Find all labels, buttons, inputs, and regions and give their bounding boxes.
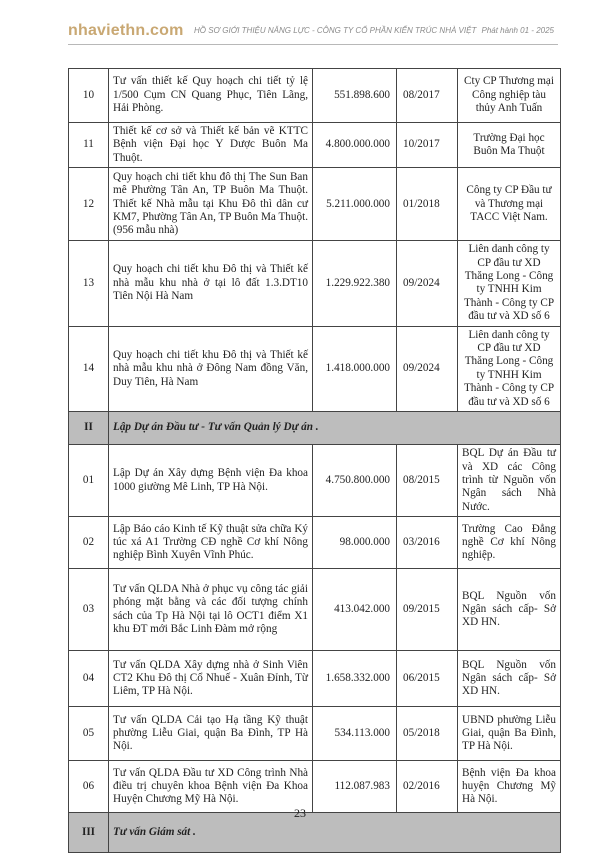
table-row bbox=[69, 651, 561, 707]
row-date: 09/2015 bbox=[397, 569, 458, 651]
row-value: 98.000.000 bbox=[313, 517, 397, 569]
row-project: Quy hoạch chi tiết khu Đô thị và Thiết kế nhà mẫu khu nhà ở Đông Nam đồng Văn, Duy Tiên, Hà Nam bbox=[109, 326, 313, 411]
row-client: Cty CP Thương mại Công nghiệp tàu thủy Anh Tuấn bbox=[458, 69, 561, 123]
row-stt: 04 bbox=[69, 651, 109, 707]
row-date: 03/2016 bbox=[397, 517, 458, 569]
row-value: 5.211.000.000 bbox=[313, 168, 397, 241]
row-client: Liên danh công ty CP đầu tư XD Thăng Long - Công ty TNHH Kim Thành - Công ty CP đầu tư và XD số 6 bbox=[458, 326, 561, 411]
table-row bbox=[69, 445, 561, 517]
row-stt: 10 bbox=[69, 69, 109, 123]
row-client: BQL Nguồn vốn Ngân sách cấp- Sở XD HN. bbox=[458, 651, 561, 707]
header-issue: Phát hành 01 - 2025 bbox=[481, 26, 554, 35]
table-row bbox=[69, 241, 561, 326]
row-date: 02/2016 bbox=[397, 761, 458, 813]
table-row bbox=[69, 761, 561, 813]
row-date: 05/2018 bbox=[397, 707, 458, 761]
row-stt: 03 bbox=[69, 569, 109, 651]
table-row bbox=[69, 326, 561, 411]
row-value: 1.229.922.380 bbox=[313, 241, 397, 326]
row-stt: 01 bbox=[69, 445, 109, 517]
row-stt: 06 bbox=[69, 761, 109, 813]
header-title: HỒ SƠ GIỚI THIỆU NĂNG LỰC - CÔNG TY CỔ PHẦN KIẾN TRÚC NHÀ VIỆT bbox=[194, 26, 477, 35]
row-date: 09/2024 bbox=[397, 241, 458, 326]
row-project: Tư vấn QLDA Xây dựng nhà ở Sinh Viên CT2 Khu Đô thị Cổ Nhuế - Xuân Đỉnh, Từ Liêm, TP Hà Nội. bbox=[109, 651, 313, 707]
header-divider bbox=[68, 44, 558, 45]
row-project: Lập Dự án Xây dựng Bệnh viện Đa khoa 1000 giường Mê Linh, TP Hà Nội. bbox=[109, 445, 313, 517]
projects-table bbox=[68, 68, 561, 853]
table-row bbox=[69, 707, 561, 761]
row-client: BQL Dự án Đầu tư và XD các Công trình từ Nguồn vốn Ngân sách Nhà Nước. bbox=[458, 445, 561, 517]
row-date: 08/2017 bbox=[397, 69, 458, 123]
row-date: 10/2017 bbox=[397, 123, 458, 168]
row-project: Tư vấn QLDA Nhà ở phục vụ công tác giải phóng mặt bằng và các đối tượng chính sách của Tp Hà Nội tại lô OCT1 điểm X1 khu ĐT mới Bắc Linh Đàm mở rộng bbox=[109, 569, 313, 651]
row-client: BQL Nguồn vốn Ngân sách cấp- Sở XD HN. bbox=[458, 569, 561, 651]
row-project: Quy hoạch chi tiết khu Đô thị và Thiết kế nhà mẫu khu nhà ở tại lô đất 1.3.DT10 Tiên Nội Hà Nam bbox=[109, 241, 313, 326]
row-value: 551.898.600 bbox=[313, 69, 397, 123]
row-client: UBND phường Liễu Giai, quận Ba Đình, TP Hà Nội. bbox=[458, 707, 561, 761]
row-value: 1.658.332.000 bbox=[313, 651, 397, 707]
row-stt: 14 bbox=[69, 326, 109, 411]
row-value: 4.800.000.000 bbox=[313, 123, 397, 168]
row-value: 112.087.983 bbox=[313, 761, 397, 813]
table-row bbox=[69, 168, 561, 241]
table-row bbox=[69, 123, 561, 168]
row-date: 09/2024 bbox=[397, 326, 458, 411]
row-client: Trường Đại học Buôn Ma Thuột bbox=[458, 123, 561, 168]
page-header bbox=[68, 22, 558, 46]
row-project: Lập Báo cáo Kinh tế Kỹ thuật sửa chữa Ký túc xá A1 Trường CĐ nghề Cơ khí Nông nghiệp Bình Xuyên Vĩnh Phúc. bbox=[109, 517, 313, 569]
row-project: Tư vấn QLDA Đầu tư XD Công trình Nhà điều trị chuyên khoa Bệnh viện Đa Khoa Huyện Chương Mỹ Hà Nội. bbox=[109, 761, 313, 813]
row-project: Thiết kế cơ sở và Thiết kế bản vẽ KTTC Bệnh viện Đại học Y Dược Buôn Ma Thuột. bbox=[109, 123, 313, 168]
row-value: 4.750.800.000 bbox=[313, 445, 397, 517]
row-stt: 12 bbox=[69, 168, 109, 241]
row-value: 1.418.000.000 bbox=[313, 326, 397, 411]
row-client: Công ty CP Đầu tư và Thương mại TACC Việt Nam. bbox=[458, 168, 561, 241]
row-client: Liên danh công ty CP đầu tư XD Thăng Long - Công ty TNHH Kim Thành - Công ty CP đầu tư và XD số 6 bbox=[458, 241, 561, 326]
table-row bbox=[69, 569, 561, 651]
row-value: 413.042.000 bbox=[313, 569, 397, 651]
row-value: 534.113.000 bbox=[313, 707, 397, 761]
row-date: 06/2015 bbox=[397, 651, 458, 707]
row-stt: 02 bbox=[69, 517, 109, 569]
row-project: Tư vấn thiết kế Quy hoạch chi tiết tỷ lệ 1/500 Cụm CN Quang Phục, Tiên Lãng, Hải Phòng. bbox=[109, 69, 313, 123]
section-title: Tư vấn Giám sát . bbox=[109, 813, 561, 853]
row-client: Bệnh viện Đa khoa huyện Chương Mỹ Hà Nội. bbox=[458, 761, 561, 813]
row-date: 08/2015 bbox=[397, 445, 458, 517]
section-number: III bbox=[69, 813, 109, 853]
section-header-row bbox=[69, 412, 561, 445]
row-project: Quy hoạch chi tiết khu đô thị The Sun Ban mê Phường Tân An, TP Buôn Ma Thuột. Thiết kế Nhà mẫu tại Khu Đô thì dân cư KM7, Phường Tân An, TP Buôn Ma Thuột. (956 mẫu nhà) bbox=[109, 168, 313, 241]
section-title: Lập Dự án Đầu tư - Tư vấn Quản lý Dự án . bbox=[109, 412, 561, 445]
logo: nhaviethn.com bbox=[68, 22, 184, 39]
row-date: 01/2018 bbox=[397, 168, 458, 241]
table-row bbox=[69, 517, 561, 569]
row-stt: 05 bbox=[69, 707, 109, 761]
row-client: Trường Cao Đẳng nghề Cơ khí Nông nghiệp. bbox=[458, 517, 561, 569]
row-project: Tư vấn QLDA Cải tạo Hạ tầng Kỹ thuật phường Liễu Giai, quận Ba Đình, TP Hà Nội. bbox=[109, 707, 313, 761]
section-number: II bbox=[69, 412, 109, 445]
page-number: 23 bbox=[294, 806, 306, 820]
table-row bbox=[69, 69, 561, 123]
row-stt: 11 bbox=[69, 123, 109, 168]
row-stt: 13 bbox=[69, 241, 109, 326]
